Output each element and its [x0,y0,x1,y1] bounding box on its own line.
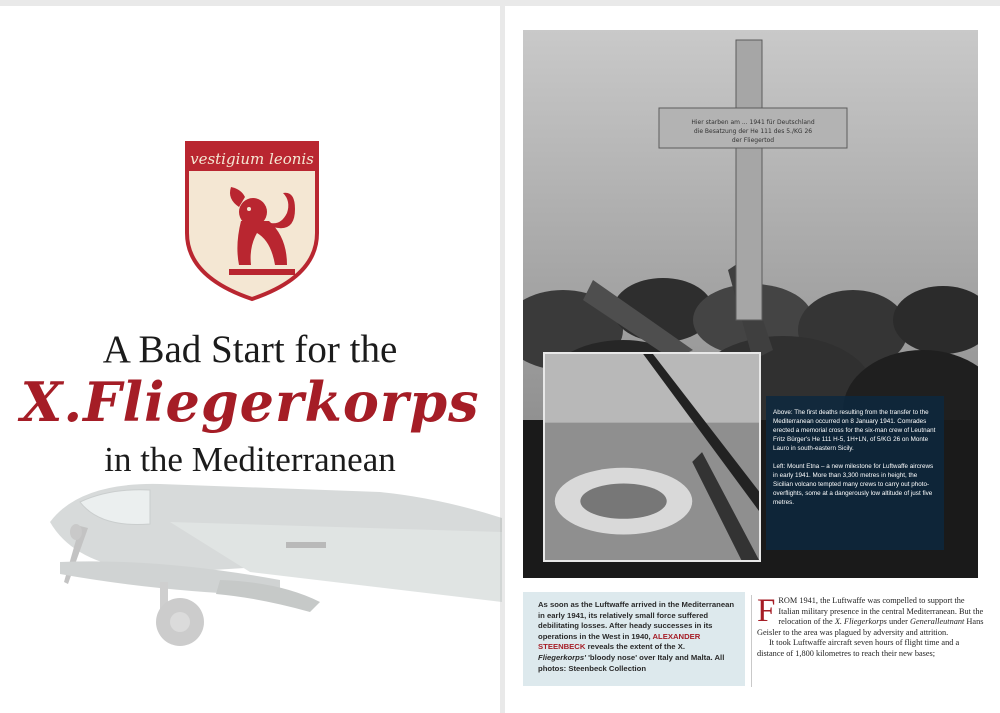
column-divider [751,595,752,687]
drop-cap: F [757,593,776,629]
intro-text-1: As soon as the Luftwaffe arrived in the Mediterranean in early 1941, its relatively small force suffered debilitating losses. After heady successes in its operations in the West in 1940, [538,600,735,641]
cross-inscription-3: der Fliegertod [731,137,775,144]
author-name: ALEXANDER STEENBECK [538,631,701,652]
caption-left: Left: Mount Etna – a new milestone for Luftwaffe aircrews in early 1941. More than 3,300 metres in height, the Sicilian volcano tempted many crews to carry out photo-overflights, some at a dangerously low altitude of just five metres. [773,463,934,506]
caption-above: Above: The first deaths resulting from the transfer to the Mediterranean occurred on 8 January 1941. Comrades erected a memorial cross for the six-man crew of Leutnant Fritz Bürger's He 111 H-5, 1H+LN, of 5/KG 26 on Monte Lauro in south-eastern Sicily. [773,409,936,452]
he111-illustration [20,462,502,662]
mount-etna-photo [543,352,761,562]
lion-crest-logo [183,137,321,303]
body-p1-b: under [888,617,908,627]
photo-caption-box [766,396,944,550]
intro-text-italic: Fliegerkorps' [538,652,586,662]
title-line-2: X.Fliegerkorps [20,370,480,434]
body-p1-italic-2: Generalleutnant [909,617,965,627]
title-line-3: in the Mediterranean [104,440,396,479]
cross-inscription-1: Hier starben am ... 1941 für Deutschland [691,119,815,126]
intro-text-2: reveals the extent of the X. [587,642,685,652]
standfirst-box [523,592,745,686]
title-line-1: A Bad Start for the [102,328,398,371]
body-p2: It took Luftwaffe aircraft seven hours of flight time and a distance of 1,800 kilometres to reach their new bases; [757,638,960,658]
svg-text:vestigium leonis: vestigium leonis [190,150,314,168]
intro-text-3: 'bloody nose' over Italy and Malta. All photos: Steenbeck Collection [538,652,725,673]
body-p1-c: Hans Geisler to the area was plagued by adversity and attrition. [757,617,984,637]
body-text [757,593,987,660]
body-p1-italic-1: X. Fliegerkorps [834,617,887,627]
body-p1-a: ROM 1941, the Luftwaffe was compelled to support the Italian military presence in the central Mediterranean. But the relocation of the [778,596,984,627]
cross-inscription-2: die Besatzung der He 111 des 5./KG 26 [693,128,813,135]
